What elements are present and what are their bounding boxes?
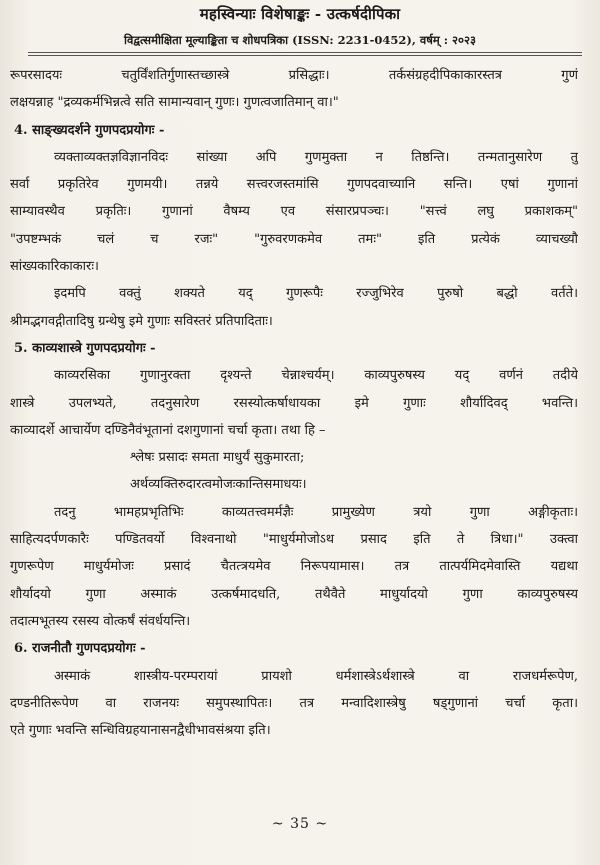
header-rule-top xyxy=(28,52,582,53)
journal-title: महस्विन्याः विशेषाङ्कः - उत्कर्षदीपिका xyxy=(199,5,401,23)
journal-subtitle: विद्वत्समीक्षिता मूल्याङ्किता च शोधपत्रिका (ISSN: 2231-0452), वर्षम् : २०२३ xyxy=(124,33,476,47)
article-body xyxy=(10,62,578,744)
body-line: शौर्यादयो गुणा अस्माकं उत्कर्षमादधति, तथैवैते माधुर्यादयो गुणा काव्यपुरुषस्य xyxy=(10,586,578,602)
body-line: लक्षयन्नाह "द्रव्यकर्मभिन्नत्वे सति सामान्यवान् गुणः। गुणत्वजातिमान् वा।" xyxy=(10,95,339,111)
body-line: गुणरूपेण माधुर्यमोजः प्रसादं चैतत्त्रयमेव निरूपयामास। तत्र तात्पर्यमिदमेवास्ति यद्यथा xyxy=(10,559,578,575)
verse-line: श्लेषः प्रसादः समता माधुर्यं सुकुमारता; xyxy=(130,450,305,466)
body-line: अस्माकं शास्त्रीय-परम्परायां प्रायशो धर्मशास्त्रेऽर्थशास्त्रे वा राजधर्मरूपेण, xyxy=(54,668,578,684)
body-line: साम्यावस्थैव प्रकृतिः। गुणानां वैषम्य एव संसारप्रपञ्चः। "सत्त्वं लघु प्रकाशकम्" xyxy=(10,204,578,220)
body-line: रूपरसादयः चतुर्विंशतिर्गुणास्तच्छास्त्रे प्रसिद्धाः। तर्कसंग्रहदीपिकाकारस्तत्र गुणं xyxy=(10,68,578,83)
body-line: तदात्मभूतस्य रसस्य वोत्कर्षं संवर्धयन्ति। xyxy=(10,613,191,629)
body-line: इदमपि वक्तुं शक्यते यद् गुणरूपैः रज्जुभिरेव पुरुषो बद्धो वर्तते। xyxy=(54,286,578,302)
body-line: व्यक्ताव्यक्तज्ञविज्ञानविदः सांख्या अपि गुणमुक्ता न तिष्ठन्ति। तन्मतानुसारेण तु xyxy=(54,149,578,165)
page-header xyxy=(0,4,600,48)
body-line: काव्यरसिका गुणानुरक्ता दृश्यन्ते चेन्नाश्चर्यम्। काव्यपुरुषस्य यद् वर्णनं तदीये xyxy=(54,368,578,384)
verse-line: अर्थव्यक्तिरुदारत्वमोजःकान्तिसमाधयः। xyxy=(130,477,307,493)
body-line: शास्त्रे उपलभ्यते, तदनुसारेण रसस्योत्कर्षाधायका इमे गुणाः शौर्यादिवद् भवन्ति। xyxy=(10,395,578,411)
body-line: काव्यादर्शे आचार्येण दण्डिनैवंभूतानां दशगुणानां चर्चा कृता। तथा हि – xyxy=(10,422,326,438)
body-line: तदनु भामहप्रभृतिभिः काव्यतत्त्वमर्मज्ञैः प्रामुख्येण त्रयो गुणा अङ्गीकृताः। xyxy=(54,504,578,520)
section-heading: 4. साङ्ख्यदर्शने गुणपदप्रयोगः - xyxy=(14,122,165,138)
section-heading: 5. काव्यशास्त्रे गुणपदप्रयोगः - xyxy=(14,340,156,356)
section-heading: 6. राजनीतौ गुणपदप्रयोगः - xyxy=(14,641,146,657)
body-line: दण्डनीतिरूपेण वा राजनयः समुपस्थापितः। तत्र मन्वादिशास्त्रेषु षड्गुणानां चर्चा कृता। xyxy=(10,695,578,711)
body-line: सर्वा प्रकृतिरेव गुणमयी। तन्नये सत्त्वरजस्तमांसि गुणपदवाच्यानि सन्ति। एषां गुणानां xyxy=(10,177,578,193)
body-line: एते गुणाः भवन्ति सन्धिविग्रहयानासनद्वैधीभावसंश्रया इति। xyxy=(10,723,271,739)
body-line: साहित्यदर्पणकारैः पण्डितवर्यो विश्वनाथो "माधुर्यमोजोऽथ प्रसाद इति ते त्रिधा।" उक्त्वा xyxy=(10,532,578,548)
header-rule-bottom xyxy=(28,55,582,56)
body-line: श्रीमद्भगवद्गीतादिषु ग्रन्थेषु इमे गुणाः सविस्तरं प्रतिपादिताः। xyxy=(10,313,273,329)
body-line: सांख्यकारिकाकारः। xyxy=(10,259,99,275)
page-number: ~ 35 ~ xyxy=(271,816,329,832)
body-line: "उपष्टम्भकं चलं च रजः" "गुरुवरणकमेव तमः" इति प्रत्येकं व्याचख्यौ xyxy=(10,231,578,247)
